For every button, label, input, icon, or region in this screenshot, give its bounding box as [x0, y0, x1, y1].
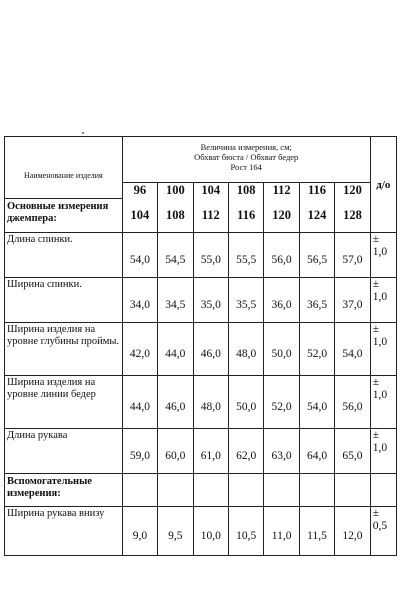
bust-size: 100 [158, 183, 193, 199]
measurement-value: 54,0 [335, 323, 370, 376]
measurement-value: 55,0 [193, 233, 228, 278]
empty-cell [370, 474, 396, 507]
measurement-value: 10,5 [228, 507, 263, 556]
measurement-value: 52,0 [264, 376, 299, 429]
measurement-value: 56,5 [299, 233, 334, 278]
table-row [5, 376, 397, 429]
stray-mark [82, 132, 84, 134]
measurement-label: Длина рукава [5, 429, 123, 474]
measurement-label: Длина спинки. [5, 233, 123, 278]
tolerance-value: ± 0,5 [370, 507, 396, 556]
hip-size: 128 [335, 198, 370, 233]
measurement-value: 35,5 [228, 278, 263, 323]
header-row-hip [5, 198, 397, 233]
measurement-value: 59,0 [122, 429, 157, 474]
unit-line: Обхват бюста / Обхват бедер [194, 152, 299, 162]
tolerance-value: ± 1,0 [370, 429, 396, 474]
measurement-value: 63,0 [264, 429, 299, 474]
measurement-label: Ширина рукава внизу [5, 507, 123, 556]
tolerance-value: ± 1,0 [370, 376, 396, 429]
measurement-value: 55,5 [228, 233, 263, 278]
empty-cell [228, 474, 263, 507]
tolerance-value: ± 1,0 [370, 323, 396, 376]
measurement-label: Ширина спинки. [5, 278, 123, 323]
measurement-value: 36,5 [299, 278, 334, 323]
measurement-value: 11,0 [264, 507, 299, 556]
measurement-value: 50,0 [228, 376, 263, 429]
unit-line: Рост 164 [230, 162, 262, 172]
table-row [5, 233, 397, 278]
measurement-value: 56,0 [335, 376, 370, 429]
measurement-value: 10,0 [193, 507, 228, 556]
hip-size: 104 [122, 198, 157, 233]
measurement-label: Ширина изделия на уровне глубины проймы. [5, 323, 123, 376]
unit-line: Величина измерения, см; [200, 142, 292, 152]
bust-size: 108 [228, 183, 263, 199]
empty-cell [299, 474, 334, 507]
measurement-value: 42,0 [122, 323, 157, 376]
unit-header [122, 137, 370, 183]
empty-cell [193, 474, 228, 507]
empty-cell [264, 474, 299, 507]
main-section-label: Основные измерения джемпера: [5, 198, 123, 233]
measurement-value: 34,5 [158, 278, 193, 323]
name-column-header: Наименование изделия [5, 137, 123, 199]
measurement-value: 62,0 [228, 429, 263, 474]
measurement-value: 12,0 [335, 507, 370, 556]
header-row-units [5, 137, 397, 183]
measurement-value: 65,0 [335, 429, 370, 474]
measurement-value: 34,0 [122, 278, 157, 323]
hip-size: 120 [264, 198, 299, 233]
table-row [5, 323, 397, 376]
tolerance-value: ± 1,0 [370, 233, 396, 278]
bust-size: 112 [264, 183, 299, 199]
size-chart-sheet [0, 136, 400, 556]
empty-cell [335, 474, 370, 507]
measurement-value: 9,5 [158, 507, 193, 556]
measurement-value: 44,0 [122, 376, 157, 429]
measurement-value: 57,0 [335, 233, 370, 278]
measurement-label: Ширина изделия на уровне линии бедер [5, 376, 123, 429]
measurement-value: 37,0 [335, 278, 370, 323]
measurement-value: 54,5 [158, 233, 193, 278]
measurement-value: 48,0 [193, 376, 228, 429]
auxiliary-section-label: Вспомогательные измерения: [5, 474, 123, 507]
measurement-value: 56,0 [264, 233, 299, 278]
table-row [5, 429, 397, 474]
measurement-value: 52,0 [299, 323, 334, 376]
measurement-value: 50,0 [264, 323, 299, 376]
measurement-value: 44,0 [158, 323, 193, 376]
empty-cell [158, 474, 193, 507]
section-row [5, 474, 397, 507]
measurement-value: 11,5 [299, 507, 334, 556]
size-table [4, 136, 397, 556]
measurement-value: 36,0 [264, 278, 299, 323]
measurement-value: 61,0 [193, 429, 228, 474]
tolerance-column-header: д/о [370, 137, 396, 233]
measurement-value: 64,0 [299, 429, 334, 474]
measurement-value: 46,0 [158, 376, 193, 429]
hip-size: 112 [193, 198, 228, 233]
bust-size: 120 [335, 183, 370, 199]
bust-size: 104 [193, 183, 228, 199]
measurement-value: 48,0 [228, 323, 263, 376]
hip-size: 124 [299, 198, 334, 233]
measurement-value: 54,0 [299, 376, 334, 429]
hip-size: 116 [228, 198, 263, 233]
table-row [5, 278, 397, 323]
bust-size: 116 [299, 183, 334, 199]
bust-size: 96 [122, 183, 157, 199]
tolerance-value: ± 1,0 [370, 278, 396, 323]
measurement-value: 35,0 [193, 278, 228, 323]
table-row [5, 507, 397, 556]
measurement-value: 9,0 [122, 507, 157, 556]
measurement-value: 60,0 [158, 429, 193, 474]
empty-cell [122, 474, 157, 507]
measurement-value: 46,0 [193, 323, 228, 376]
measurement-value: 54,0 [122, 233, 157, 278]
hip-size: 108 [158, 198, 193, 233]
